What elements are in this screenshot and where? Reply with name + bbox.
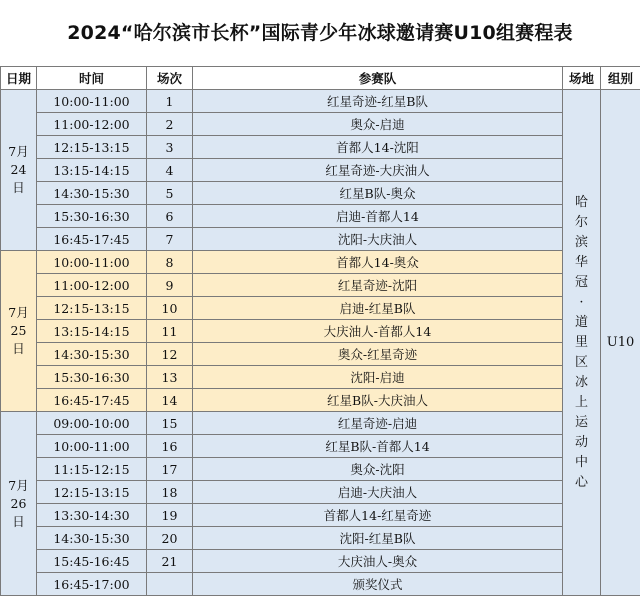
table-row — [1, 251, 640, 274]
table-row — [1, 320, 640, 343]
time-cell: 14:30-15:30 — [37, 527, 147, 550]
table-row — [1, 435, 640, 458]
venue-label: 哈尔滨华冠·道里区冰上运动中心 — [574, 194, 588, 490]
table-row — [1, 412, 640, 435]
date-label: 7月24日 — [8, 144, 29, 195]
header-row — [1, 67, 640, 90]
time-cell: 12:15-13:15 — [37, 136, 147, 159]
table-row — [1, 113, 640, 136]
match-number-cell: 12 — [147, 343, 193, 366]
match-number-cell: 15 — [147, 412, 193, 435]
table-row — [1, 297, 640, 320]
match-number-cell: 5 — [147, 182, 193, 205]
teams-cell: 首都人14-沈阳 — [193, 136, 563, 159]
time-cell: 15:30-16:30 — [37, 205, 147, 228]
teams-cell: 红星B队-大庆油人 — [193, 389, 563, 412]
schedule-body — [1, 90, 640, 596]
match-number-cell: 18 — [147, 481, 193, 504]
table-row — [1, 90, 640, 113]
venue-cell — [563, 90, 601, 596]
match-number-cell: 2 — [147, 113, 193, 136]
time-cell: 11:00-12:00 — [37, 274, 147, 297]
match-number-cell: 8 — [147, 251, 193, 274]
date-cell — [1, 251, 37, 412]
time-cell: 13:30-14:30 — [37, 504, 147, 527]
match-number-cell: 4 — [147, 159, 193, 182]
teams-cell: 首都人14-红星奇迹 — [193, 504, 563, 527]
table-row — [1, 458, 640, 481]
time-cell: 10:00-11:00 — [37, 435, 147, 458]
teams-cell: 奥众-红星奇迹 — [193, 343, 563, 366]
match-number-cell — [147, 573, 193, 596]
teams-cell: 启迪-首都人14 — [193, 205, 563, 228]
teams-cell: 红星B队-奥众 — [193, 182, 563, 205]
header-group: 组别 — [601, 67, 640, 90]
time-cell: 09:00-10:00 — [37, 412, 147, 435]
header-venue: 场地 — [563, 67, 601, 90]
time-cell: 12:15-13:15 — [37, 297, 147, 320]
time-cell: 15:45-16:45 — [37, 550, 147, 573]
time-cell: 16:45-17:00 — [37, 573, 147, 596]
table-row — [1, 366, 640, 389]
header-time: 时间 — [37, 67, 147, 90]
match-number-cell: 13 — [147, 366, 193, 389]
table-row — [1, 527, 640, 550]
date-label: 7月25日 — [8, 305, 29, 356]
group-cell: U10 — [601, 90, 640, 596]
time-cell: 14:30-15:30 — [37, 343, 147, 366]
teams-cell: 奥众-启迪 — [193, 113, 563, 136]
time-cell: 12:15-13:15 — [37, 481, 147, 504]
teams-cell: 大庆油人-奥众 — [193, 550, 563, 573]
teams-cell: 沈阳-大庆油人 — [193, 228, 563, 251]
date-label: 7月26日 — [8, 477, 29, 529]
match-number-cell: 10 — [147, 297, 193, 320]
teams-cell: 奥众-沈阳 — [193, 458, 563, 481]
match-number-cell: 21 — [147, 550, 193, 573]
teams-cell: 颁奖仪式 — [193, 573, 563, 596]
match-number-cell: 19 — [147, 504, 193, 527]
page-title: 2024“哈尔滨市长杯”国际青少年冰球邀请赛U10组赛程表 — [67, 21, 573, 44]
table-row — [1, 389, 640, 412]
time-cell: 14:30-15:30 — [37, 182, 147, 205]
header-teams: 参赛队 — [193, 67, 563, 90]
teams-cell: 沈阳-红星B队 — [193, 527, 563, 550]
time-cell: 15:30-16:30 — [37, 366, 147, 389]
table-row — [1, 136, 640, 159]
time-cell: 16:45-17:45 — [37, 389, 147, 412]
time-cell: 10:00-11:00 — [37, 251, 147, 274]
time-cell: 10:00-11:00 — [37, 90, 147, 113]
date-cell — [1, 412, 37, 596]
match-number-cell: 1 — [147, 90, 193, 113]
match-number-cell: 20 — [147, 527, 193, 550]
time-cell: 13:15-14:15 — [37, 320, 147, 343]
teams-cell: 红星奇迹-沈阳 — [193, 274, 563, 297]
teams-cell: 红星奇迹-红星B队 — [193, 90, 563, 113]
teams-cell: 启迪-红星B队 — [193, 297, 563, 320]
table-row — [1, 550, 640, 573]
match-number-cell: 7 — [147, 228, 193, 251]
table-row — [1, 504, 640, 527]
match-number-cell: 6 — [147, 205, 193, 228]
date-cell — [1, 90, 37, 251]
teams-cell: 大庆油人-首都人14 — [193, 320, 563, 343]
teams-cell: 红星B队-首都人14 — [193, 435, 563, 458]
teams-cell: 红星奇迹-启迪 — [193, 412, 563, 435]
time-cell: 16:45-17:45 — [37, 228, 147, 251]
table-row — [1, 573, 640, 596]
header-date: 日期 — [1, 67, 37, 90]
table-row — [1, 481, 640, 504]
table-row — [1, 274, 640, 297]
schedule-table — [0, 66, 640, 596]
match-number-cell: 3 — [147, 136, 193, 159]
teams-cell: 红星奇迹-大庆油人 — [193, 159, 563, 182]
time-cell: 13:15-14:15 — [37, 159, 147, 182]
table-row — [1, 182, 640, 205]
table-row — [1, 205, 640, 228]
time-cell: 11:15-12:15 — [37, 458, 147, 481]
match-number-cell: 14 — [147, 389, 193, 412]
match-number-cell: 17 — [147, 458, 193, 481]
table-row — [1, 343, 640, 366]
match-number-cell: 11 — [147, 320, 193, 343]
time-cell: 11:00-12:00 — [37, 113, 147, 136]
match-number-cell: 9 — [147, 274, 193, 297]
teams-cell: 首都人14-奥众 — [193, 251, 563, 274]
table-row — [1, 228, 640, 251]
header-match: 场次 — [147, 67, 193, 90]
table-row — [1, 159, 640, 182]
teams-cell: 启迪-大庆油人 — [193, 481, 563, 504]
teams-cell: 沈阳-启迪 — [193, 366, 563, 389]
match-number-cell: 16 — [147, 435, 193, 458]
